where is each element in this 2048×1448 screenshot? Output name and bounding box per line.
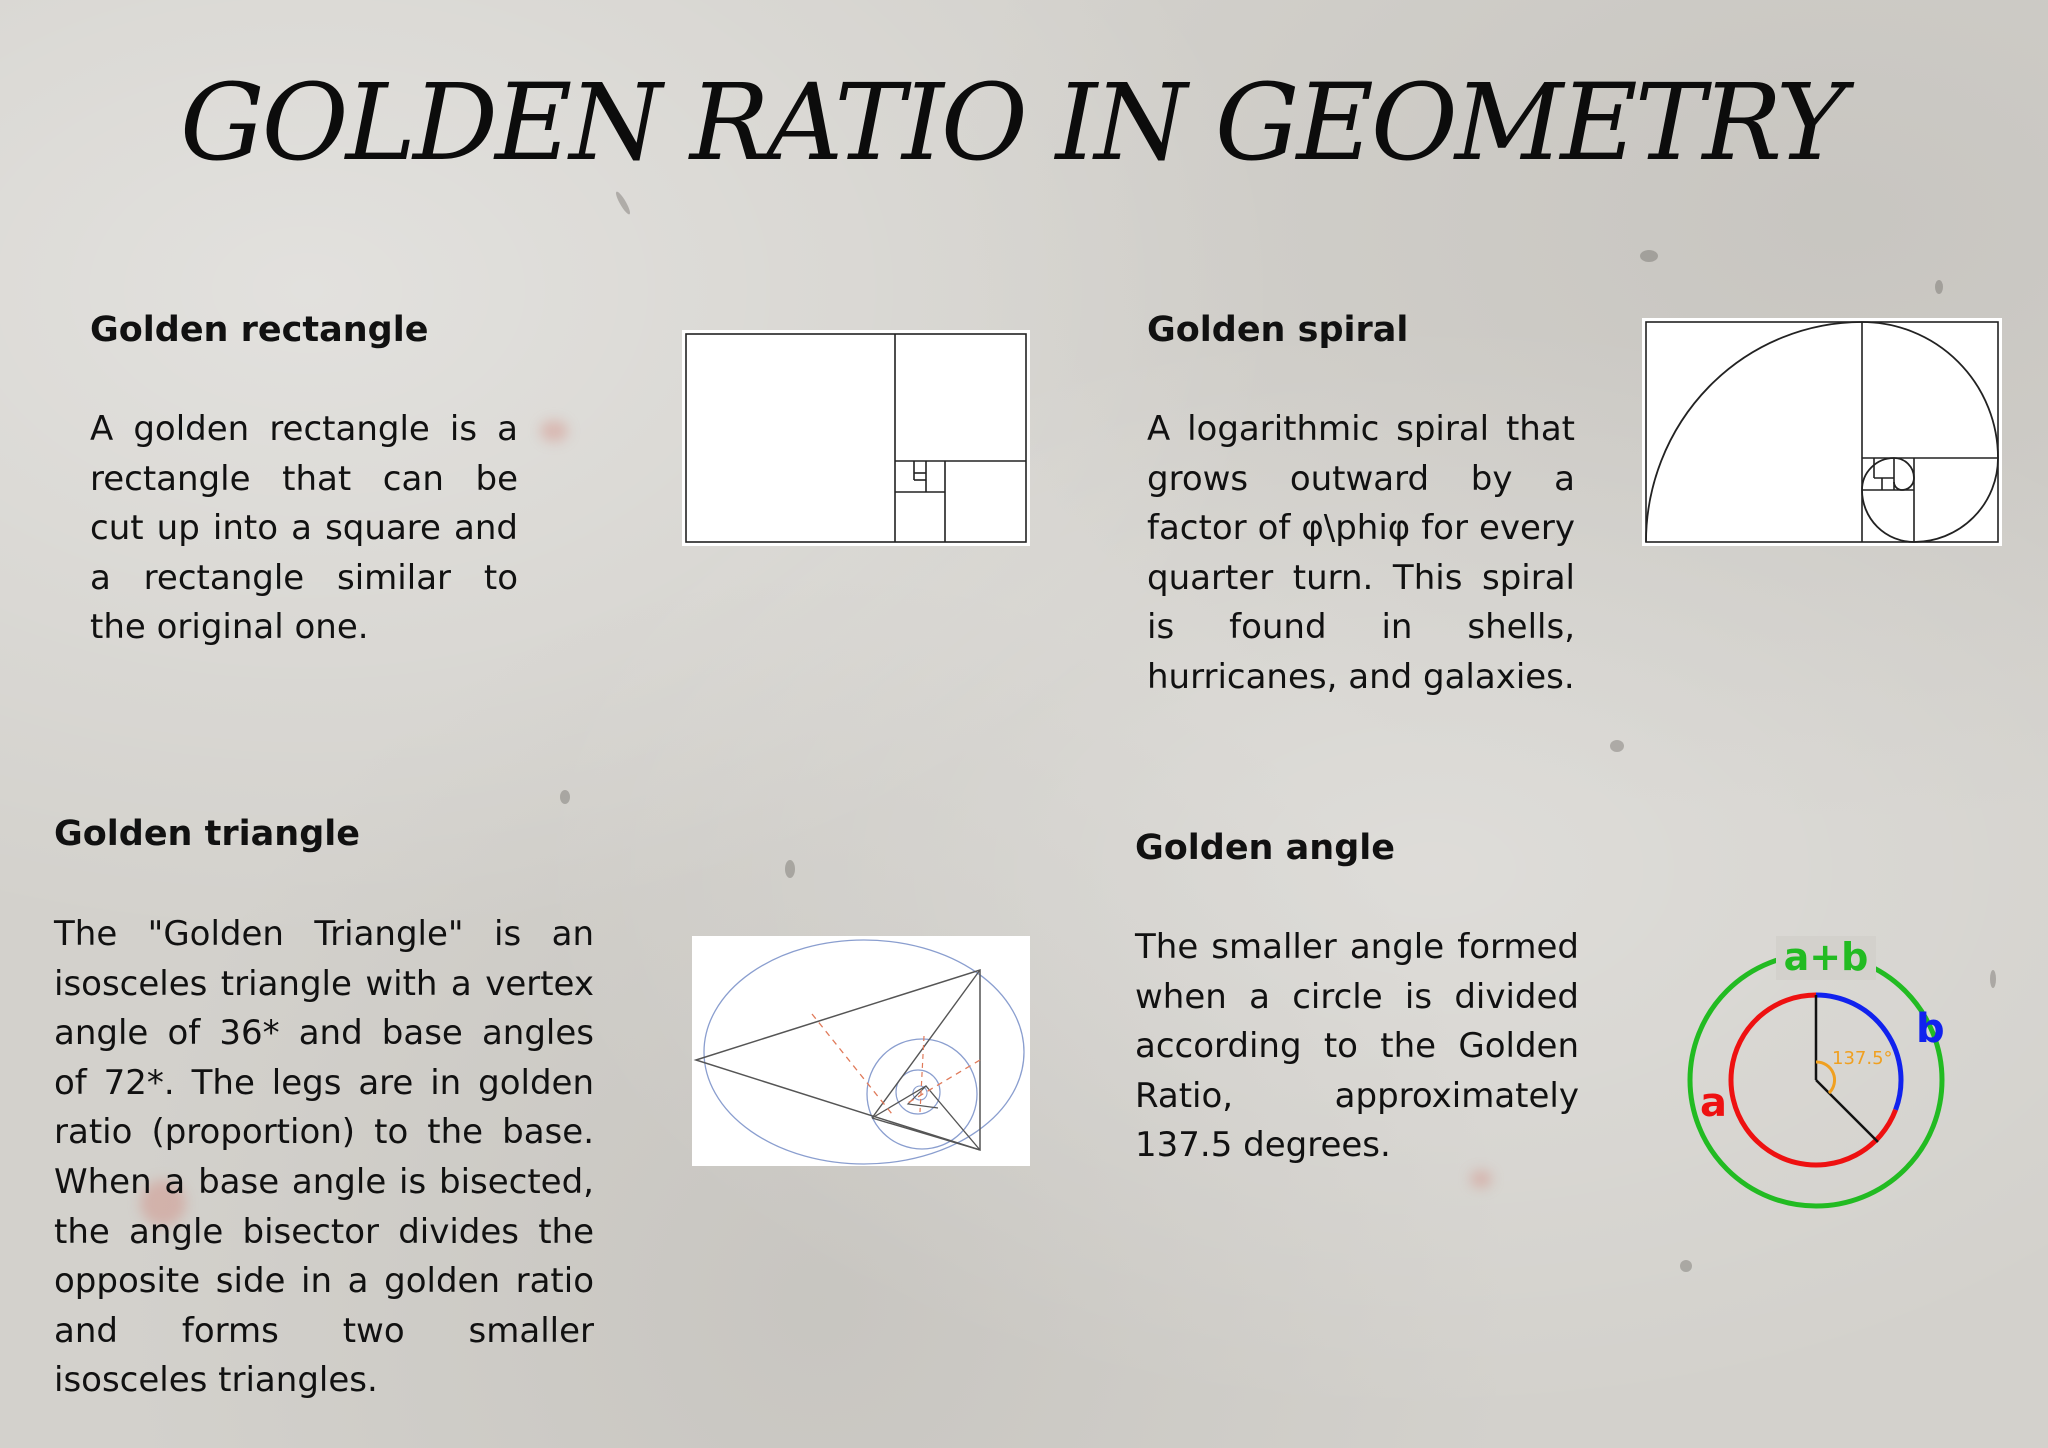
paper-speck: [560, 790, 570, 804]
golden-triangle-heading: Golden triangle: [54, 814, 360, 854]
arc-a: [1731, 995, 1896, 1165]
angle-label: 137.5°: [1832, 1048, 1893, 1069]
golden-angle-diagram: [1680, 930, 1960, 1210]
golden-angle-svg: [1680, 930, 1960, 1210]
a-label: a: [1700, 1080, 1727, 1126]
golden-angle-text: The smaller angle formed when a circle is divided according to the Golden Ratio, approximately 137.5 degrees.: [1135, 927, 1579, 1166]
golden-angle-heading: Golden angle: [1135, 828, 1395, 868]
golden-spiral-text: A logarithmic spiral that grows outward by a factor of φ\phiφ for every quarter turn. This spiral is found in shells, hurricanes, and galaxies.: [1147, 409, 1575, 697]
b-label: b: [1916, 1006, 1945, 1052]
paper-speck: [1610, 740, 1624, 752]
page-title: GOLDEN RATIO IN GEOMETRY: [180, 61, 1843, 184]
golden-spiral-figure: [1642, 318, 2002, 546]
paper-stain: [540, 420, 568, 442]
golden-spiral-heading: Golden spiral: [1147, 310, 1409, 350]
golden-triangle-figure: [692, 936, 1030, 1166]
paper-speck: [1640, 250, 1658, 262]
paper-speck: [1680, 1260, 1692, 1272]
paper-speck: [785, 860, 795, 878]
sum-label: a+b: [1783, 935, 1869, 979]
golden-rectangle-figure: [682, 330, 1030, 546]
radius-line: [1816, 1080, 1878, 1142]
paper-speck: [1935, 280, 1943, 294]
paper-stain: [1470, 1170, 1492, 1188]
golden-rectangle-heading: Golden rectangle: [90, 310, 429, 350]
golden-rectangle-text: A golden rectangle is a rectangle that can be cut up into a square and a rectangle similar to the original one.: [90, 409, 518, 648]
paper-speck: [1990, 970, 1996, 988]
paper-speck: [614, 190, 632, 216]
golden-triangle-text: The "Golden Triangle" is an isosceles triangle with a vertex angle of 36* and base angles of 72*. The legs are in golden ratio (proportion) to the base. When a base angle is bisected, the angle bisector divides the opposite side in a golden ratio and forms two smaller isosceles triangles.: [54, 914, 594, 1401]
